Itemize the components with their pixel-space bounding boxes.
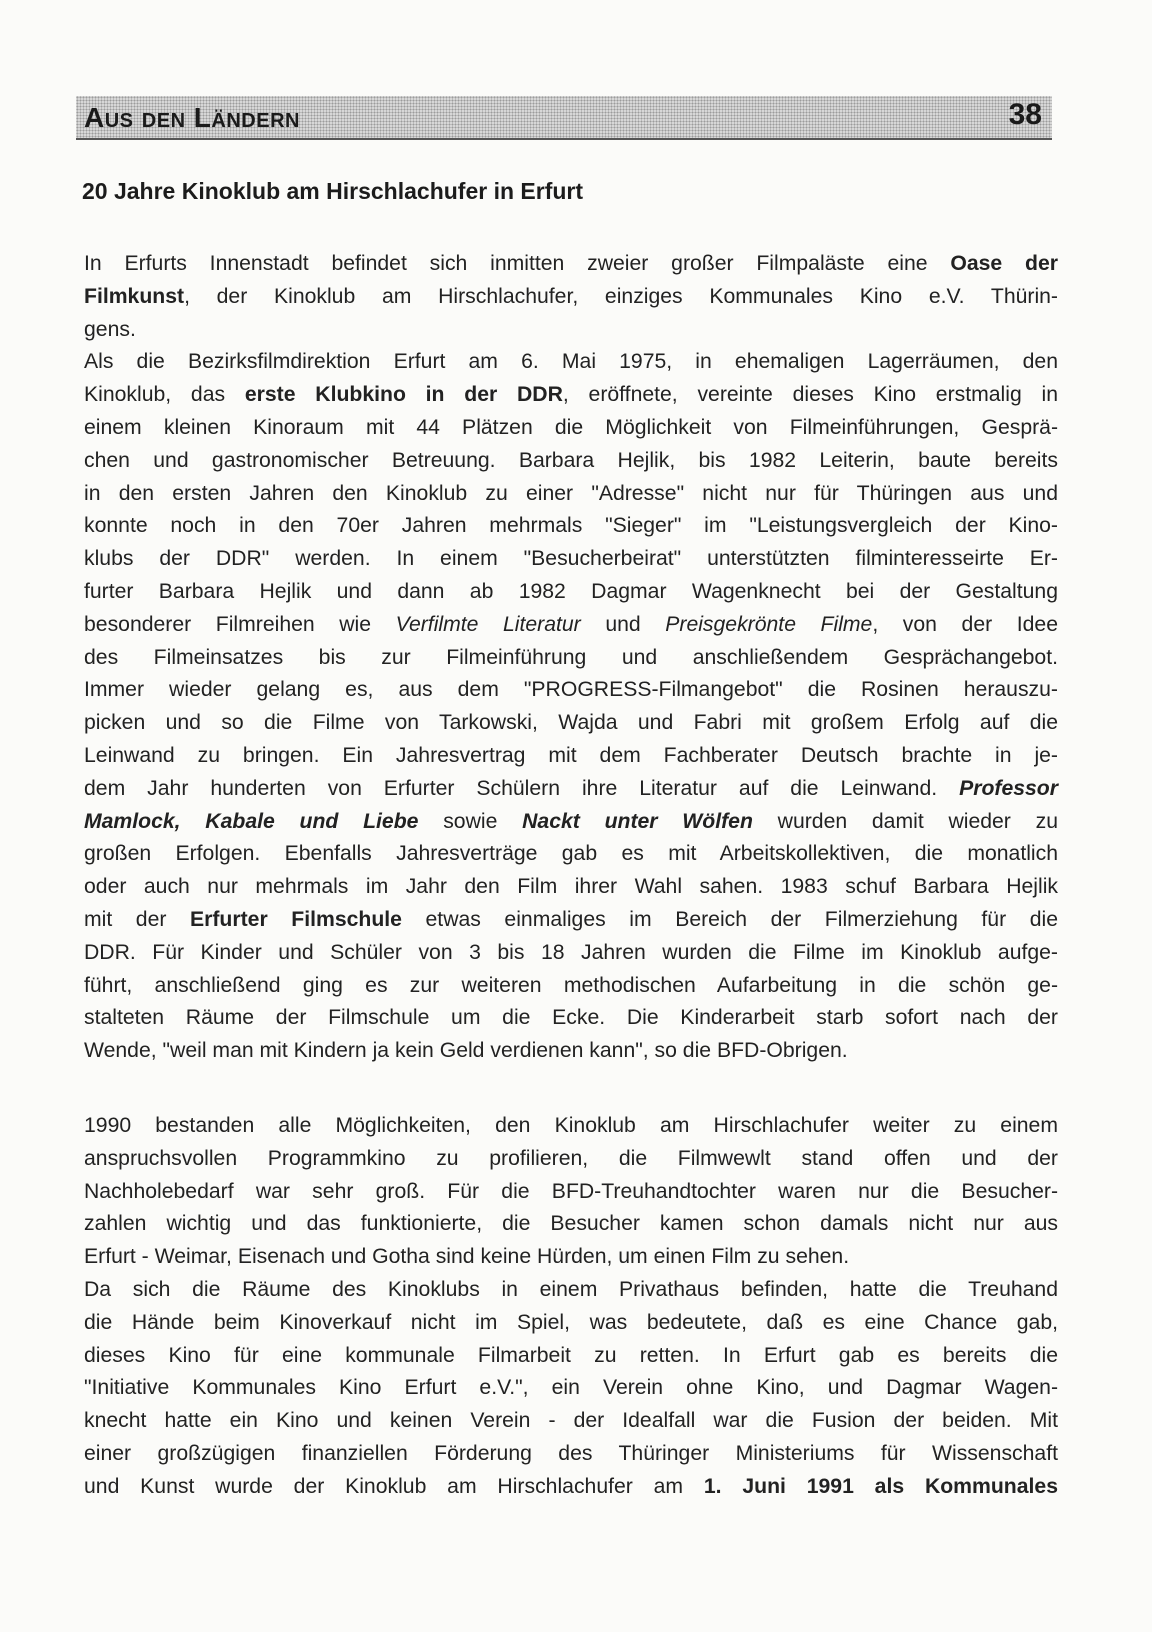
text-run: , von der Idee [872, 612, 1058, 636]
text-run: und Kunst wurde der Kinoklub am Hirschlachufer am [84, 1474, 704, 1498]
text-line [84, 871, 1058, 904]
text-run: dem Jahr hunderten von Erfurter Schülern ihre Literatur auf die Leinwand. [84, 776, 960, 800]
text-line [84, 773, 1058, 806]
text-run: Wende, "weil man mit Kindern ja kein Geld verdienen kann", so die BFD-Obrigen. [84, 1039, 848, 1063]
text-line [84, 281, 1058, 314]
text-line [84, 1372, 1058, 1405]
emphasis-text: Nackt unter Wölfen [522, 809, 753, 833]
text-line [84, 248, 1058, 281]
text-run: 1990 bestanden alle Möglichkeiten, den Kinoklub am Hirschlachufer weiter zu einem [84, 1114, 1058, 1137]
text-run: , der Kinoklub am Hirschlachufer, einziges Kommunales Kino e.V. Thürin- [184, 284, 1058, 308]
emphasis-text: Preisgekrönte Filme [665, 612, 873, 636]
text-line [84, 1340, 1058, 1373]
text-run: In Erfurts Innenstadt befindet sich inmitten zweier großer Filmpaläste eine [84, 252, 951, 275]
text-run: knecht hatte ein Kino und keinen Verein - der Idealfall war die Fusion der beiden. Mit [84, 1409, 1058, 1433]
text-run: stalteten Räume der Filmschule um die Ecke. Die Kinderarbeit starb sofort nach der [84, 1006, 1058, 1030]
text-run: Nachholebedarf war sehr groß. Für die BFD-Treuhandtochter waren nur die Besucher- [84, 1179, 1058, 1203]
text-run: etwas einmaliges im Bereich der Filmerziehung für die [401, 907, 1058, 931]
text-line [84, 1307, 1058, 1340]
text-line [84, 1176, 1058, 1209]
section-header-bar [76, 96, 1052, 140]
text-line [84, 543, 1058, 576]
text-run: konnte noch in den 70er Jahren mehrmals "Sieger" im "Leistungsvergleich der Kino- [84, 514, 1058, 538]
text-run: DDR. Für Kinder und Schüler von 3 bis 18 Jahren wurden die Filme im Kinoklub aufge- [84, 940, 1058, 964]
text-run: "Initiative Kommunales Kino Erfurt e.V.", ein Verein ohne Kino, und Dagmar Wagen- [84, 1376, 1058, 1400]
emphasis-text: Erfurter Filmschule [190, 907, 402, 931]
text-run: die Hände beim Kinoverkauf nicht im Spiel, was bedeutete, daß es eine Chance gab, [84, 1310, 1058, 1334]
text-run: zahlen wichtig und das funktionierte, die Besucher kamen schon damals nicht nur aus [84, 1212, 1058, 1236]
text-line [84, 1002, 1058, 1035]
text-run: besonderer Filmreihen wie [84, 612, 396, 636]
text-line [84, 1110, 1058, 1143]
text-line [84, 904, 1058, 937]
text-run: Immer wieder gelang es, aus dem "PROGRESS-Filmangebot" die Rosinen herauszu- [84, 678, 1058, 702]
emphasis-text: Mamlock, Kabale und Liebe [84, 809, 419, 833]
text-line [84, 1471, 1058, 1504]
text-line [84, 314, 1058, 347]
emphasis-text: 1. Juni 1991 als Kommunales [703, 1474, 1058, 1498]
text-line [84, 806, 1058, 839]
text-line [84, 707, 1058, 740]
text-run: picken und so die Filme von Tarkowski, Wajda und Fabri mit großem Erfolg auf die [84, 711, 1058, 735]
article-title: 20 Jahre Kinoklub am Hirschlachufer in Erfurt [82, 178, 584, 204]
emphasis-text: Verfilmte Literatur [395, 612, 581, 636]
text-run: chen und gastronomischer Betreuung. Barbara Hejlik, bis 1982 Leiterin, baute bereits [84, 448, 1058, 472]
text-run: und [580, 612, 666, 636]
text-line [84, 838, 1058, 871]
emphasis-text: erste Klubkino in der DDR [244, 383, 563, 407]
article-body-part-2 [84, 1110, 1058, 1504]
text-line [84, 1208, 1058, 1241]
text-run: in den ersten Jahren den Kinoklub zu einer "Adresse" nicht nur für Thüringen aus und [84, 481, 1058, 505]
text-line [84, 970, 1058, 1003]
text-line [84, 1143, 1058, 1176]
article-body-part-1 [84, 248, 1058, 1068]
text-run: , eröffnete, vereinte dieses Kino erstmalig in [562, 383, 1058, 407]
text-line [84, 1405, 1058, 1438]
text-line [84, 346, 1058, 379]
text-line [84, 445, 1058, 478]
text-run: anspruchsvollen Programmkino zu profilieren, die Filmwewlt stand offen und der [84, 1146, 1058, 1170]
emphasis-text: Oase der [950, 252, 1058, 275]
text-run: sowie [418, 809, 523, 833]
text-run: Kinoklub, das [84, 383, 245, 407]
text-run: des Filmeinsatzes bis zur Filmeinführung und anschließendem Gesprächangebot. [84, 645, 1058, 669]
text-run: furter Barbara Hejlik und dann ab 1982 Dagmar Wagenknecht bei der Gestaltung [84, 579, 1058, 603]
text-run: Da sich die Räume des Kinoklubs in einem Privathaus befinden, hatte die Treuhand [84, 1277, 1058, 1301]
text-run: wurden damit wieder zu [752, 809, 1058, 833]
text-run: Leinwand zu bringen. Ein Jahresvertrag mit dem Fachberater Deutsch brachte in je- [84, 743, 1058, 767]
text-run: einem kleinen Kinoraum mit 44 Plätzen die Möglichkeit von Filmeinführungen, Gesprä- [84, 415, 1058, 439]
text-line [84, 478, 1058, 511]
text-run: Erfurt - Weimar, Eisenach und Gotha sind keine Hürden, um einen Film zu sehen. [84, 1245, 850, 1269]
text-run: dieses Kino für eine kommunale Filmarbeit zu retten. In Erfurt gab es bereits die [84, 1343, 1058, 1367]
text-line [84, 937, 1058, 970]
text-line [84, 510, 1058, 543]
text-line [84, 379, 1058, 412]
text-run: gens. [84, 317, 136, 341]
text-line [84, 576, 1058, 609]
text-line [84, 412, 1058, 445]
emphasis-text: Professor [959, 776, 1058, 800]
text-line [84, 1035, 1058, 1068]
text-run: klubs der DDR" werden. In einem "Besucherbeirat" unterstützten filminteresseirte Er- [84, 547, 1058, 571]
text-line [84, 642, 1058, 675]
text-run: Als die Bezirksfilmdirektion Erfurt am 6. Mai 1975, in ehemaligen Lagerräumen, den [84, 350, 1058, 374]
text-run: großen Erfolgen. Ebenfalls Jahresverträge gab es mit Arbeitskollektiven, die monatlich [84, 842, 1058, 866]
text-line [84, 609, 1058, 642]
emphasis-text: Filmkunst [84, 284, 185, 308]
text-run: führt, anschließend ging es zur weiteren methodischen Aufarbeitung in die schön ge- [84, 973, 1058, 997]
text-run: mit der [84, 907, 190, 931]
page-number: 38 [1008, 98, 1042, 131]
text-line [84, 1241, 1058, 1274]
text-run: oder auch nur mehrmals im Jahr den Film ihrer Wahl sahen. 1983 schuf Barbara Hejlik [84, 875, 1058, 899]
text-line [84, 1438, 1058, 1471]
text-run: einer großzügigen finanziellen Förderung des Thüringer Ministeriums für Wissenschaft [84, 1441, 1058, 1465]
text-line [84, 674, 1058, 707]
text-line [84, 740, 1058, 773]
section-title: Aus den Ländern [84, 102, 300, 133]
text-line [84, 1274, 1058, 1307]
